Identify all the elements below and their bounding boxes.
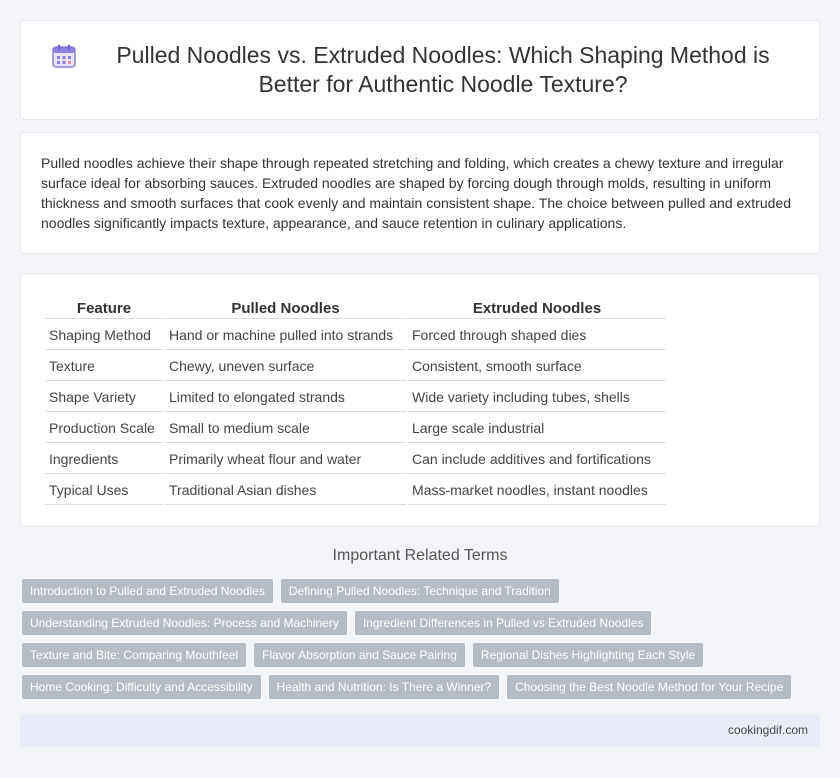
table-cell: Limited to elongated strands	[165, 382, 406, 412]
table-row	[45, 413, 666, 443]
tag-row	[22, 611, 822, 635]
table-cell: Chewy, uneven surface	[165, 351, 406, 381]
table-cell: Traditional Asian dishes	[165, 475, 406, 505]
table-cell: Production Scale	[45, 413, 163, 443]
header-feature: Feature	[45, 295, 163, 319]
table-row	[45, 382, 666, 412]
related-term-link[interactable]: Defining Pulled Noodles: Technique and Tradition	[281, 579, 559, 603]
table-cell: Small to medium scale	[165, 413, 406, 443]
tag-row	[22, 643, 822, 667]
table-cell: Large scale industrial	[408, 413, 666, 443]
table-row	[45, 475, 666, 505]
header-extruded: Extruded Noodles	[408, 295, 666, 319]
tag-row	[22, 675, 822, 699]
page-title: Pulled Noodles vs. Extruded Noodles: Which Shaping Method is Better for Authentic Noodle Texture?	[116, 42, 770, 97]
related-terms-list	[22, 579, 822, 707]
header-pulled: Pulled Noodles	[165, 295, 406, 319]
table-cell: Mass-market noodles, instant noodles	[408, 475, 666, 505]
table-row	[45, 351, 666, 381]
tag-row	[22, 579, 822, 603]
table-cell: Hand or machine pulled into strands	[165, 320, 406, 350]
related-term-link[interactable]: Home Cooking: Difficulty and Accessibility	[22, 675, 261, 699]
table-cell: Can include additives and fortifications	[408, 444, 666, 474]
table-cell: Consistent, smooth surface	[408, 351, 666, 381]
table-header-row	[45, 295, 666, 319]
table-cell: Forced through shaped dies	[408, 320, 666, 350]
related-term-link[interactable]: Regional Dishes Highlighting Each Style	[473, 643, 703, 667]
related-term-link[interactable]: Health and Nutrition: Is There a Winner?	[269, 675, 500, 699]
related-term-link[interactable]: Texture and Bite: Comparing Mouthfeel	[22, 643, 246, 667]
table-cell: Primarily wheat flour and water	[165, 444, 406, 474]
related-term-link[interactable]: Introduction to Pulled and Extruded Noodles	[22, 579, 273, 603]
table-cell: Texture	[45, 351, 163, 381]
table-cell: Ingredients	[45, 444, 163, 474]
related-term-link[interactable]: Choosing the Best Noodle Method for Your Recipe	[507, 675, 791, 699]
related-term-link[interactable]: Ingredient Differences in Pulled vs Extruded Noodles	[355, 611, 652, 635]
table-cell: Typical Uses	[45, 475, 163, 505]
related-terms-heading: Important Related Terms	[332, 547, 508, 564]
intro-paragraph: Pulled noodles achieve their shape through repeated stretching and folding, which creates a chewy texture and irregular surface ideal for absorbing sauces. Extruded noodles are shaped by forcing dough through molds, resulting in uniform thickness and smooth surfaces that cook evenly and maintain consistent shape. The choice between pulled and extruded noodles significantly impacts texture, appearance, and sauce retention in culinary applications.	[41, 155, 791, 231]
table-row	[45, 320, 666, 350]
related-term-link[interactable]: Flavor Absorption and Sauce Pairing	[254, 643, 465, 667]
related-term-link[interactable]: Understanding Extruded Noodles: Process and Machinery	[22, 611, 347, 635]
calendar-icon	[51, 43, 77, 69]
table-cell: Wide variety including tubes, shells	[408, 382, 666, 412]
title-container	[21, 21, 819, 119]
comparison-card	[20, 273, 820, 527]
table-cell: Shape Variety	[45, 382, 163, 412]
footer	[20, 714, 820, 747]
table-row	[45, 444, 666, 474]
site-name[interactable]: cookingdif.com	[727, 723, 808, 737]
table-cell: Shaping Method	[45, 320, 163, 350]
title-card	[20, 20, 820, 120]
intro-card	[20, 132, 820, 254]
comparison-table	[43, 294, 668, 506]
